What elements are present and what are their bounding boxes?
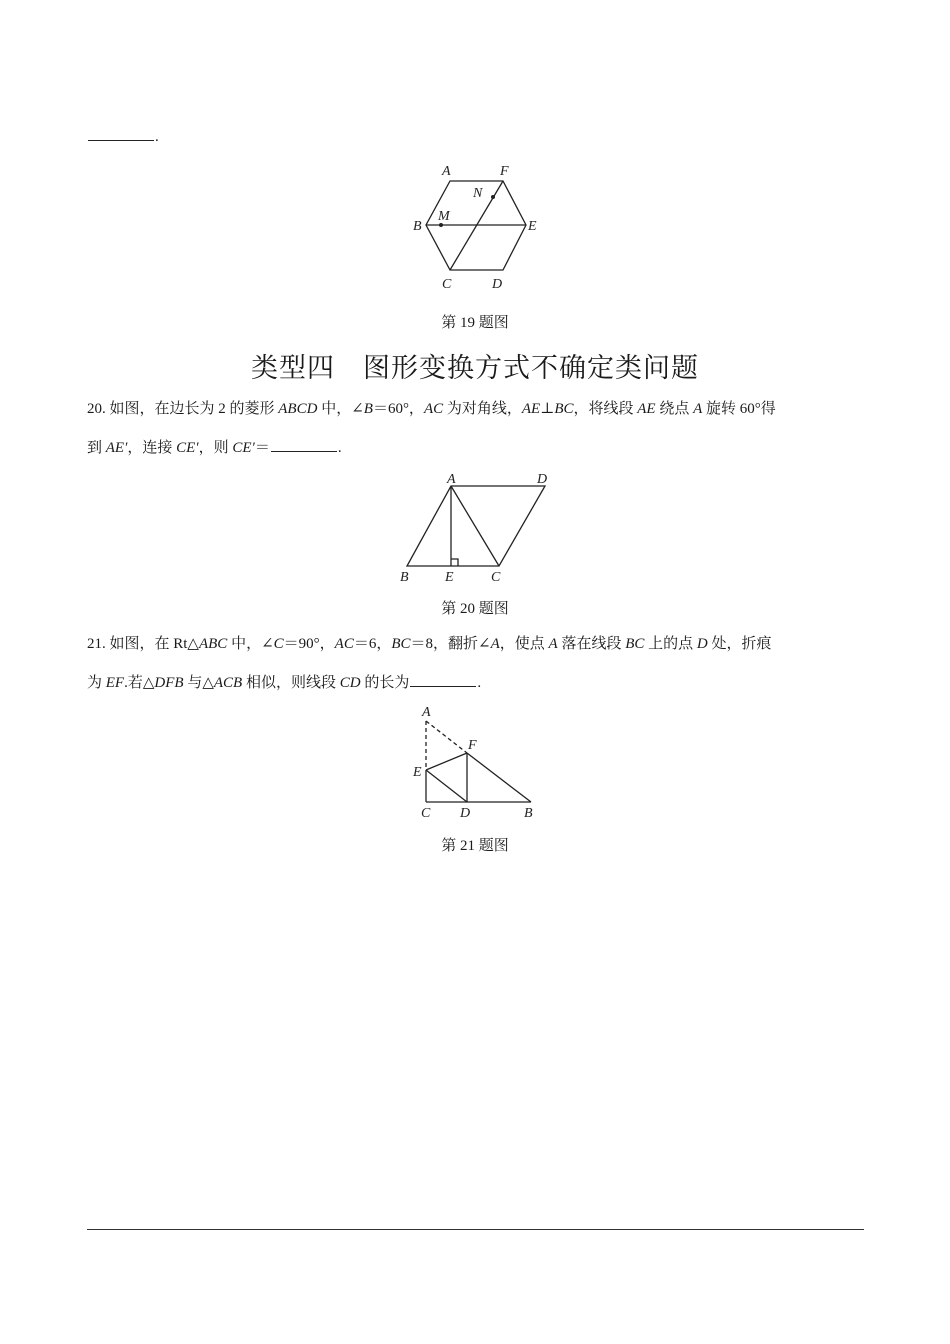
- label-E: E: [413, 765, 422, 780]
- label-B: B: [400, 570, 409, 585]
- label-A: A: [442, 164, 451, 179]
- label-A: A: [422, 705, 431, 720]
- label-C: C: [421, 806, 431, 821]
- label-B: B: [413, 219, 422, 234]
- figure-19-hexagon: [405, 158, 550, 293]
- footer-divider: [87, 1229, 864, 1230]
- label-M: M: [438, 209, 450, 224]
- q21-line2: 为 EF.若△DFB 与△ACB 相似，则线段 CD 的长为 .: [87, 672, 481, 693]
- figure-21-triangle: [405, 703, 545, 821]
- figure-20-caption: 第 20 题图: [441, 601, 509, 617]
- q20-line1: 20. 如图，在边长为 2 的菱形 ABCD 中，∠B＝60°，AC 为对角线，AE⊥BC，将线段 AE 绕点 A 旋转 60°得: [87, 401, 776, 417]
- label-C: C: [491, 570, 501, 585]
- label-E: E: [445, 570, 454, 585]
- label-B: B: [524, 806, 533, 821]
- label-N: N: [473, 186, 483, 201]
- answer-blank[interactable]: [88, 126, 154, 141]
- previous-question-answer-line: [87, 126, 159, 147]
- label-A: A: [447, 472, 456, 487]
- figure-19-caption: 第 19 题图: [441, 315, 509, 331]
- label-F: F: [500, 164, 509, 179]
- label-E: E: [528, 219, 537, 234]
- period: .: [155, 129, 159, 145]
- q20-answer-blank[interactable]: [271, 437, 337, 452]
- figure-21-caption: 第 21 题图: [441, 838, 509, 854]
- label-D: D: [537, 472, 548, 487]
- label-F: F: [468, 738, 477, 753]
- q21-line1: 21. 如图，在 Rt△ABC 中，∠C＝90°，AC＝6，BC＝8，翻折∠A，使点 A 落在线段 BC 上的点 D 处，折痕: [87, 636, 772, 652]
- q20-line2: 到 AE′，连接 CE′，则 CE′＝ .: [87, 437, 342, 458]
- figure-20-rhombus: [395, 468, 560, 586]
- label-D: D: [460, 806, 471, 821]
- q21-answer-blank[interactable]: [410, 672, 476, 687]
- section-heading: 类型四 图形变换方式不确定类问题: [251, 353, 699, 384]
- label-C: C: [442, 277, 452, 292]
- label-D: D: [492, 277, 503, 292]
